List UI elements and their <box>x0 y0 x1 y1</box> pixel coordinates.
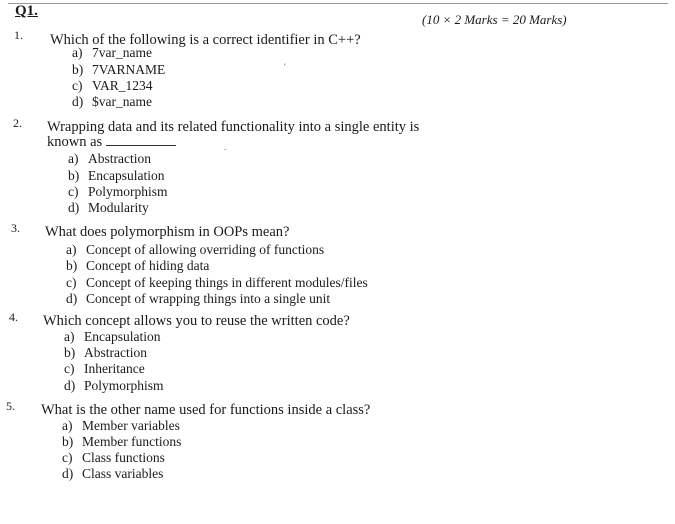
option-a: a) Abstraction <box>68 151 151 166</box>
option-b: b) Concept of hiding data <box>66 258 210 273</box>
question-text: What does polymorphism in OOPs mean? <box>45 224 290 240</box>
question-text-continued: known as <box>47 134 176 151</box>
question-text: Which of the following is a correct identifier in C++? <box>50 32 361 48</box>
option-d: d) $var_name <box>72 94 152 109</box>
top-rule <box>8 3 668 4</box>
option-b: b) Member functions <box>62 434 182 449</box>
option-c: c) VAR_1234 <box>72 78 153 93</box>
question-text: What is the other name used for functions inside a class? <box>41 402 371 418</box>
question-number: 1. <box>14 28 23 42</box>
option-d: d) Class variables <box>62 466 164 481</box>
option-b: b) Encapsulation <box>68 168 165 183</box>
scan-speck: . <box>224 142 227 152</box>
option-b: b) Abstraction <box>64 345 147 360</box>
option-b: b) 7VARNAME <box>72 62 166 77</box>
question-number: 3. <box>11 221 20 235</box>
option-c: c) Inheritance <box>64 361 145 376</box>
marks-allocation: (10 × 2 Marks = 20 Marks) <box>422 12 567 27</box>
option-d: d) Polymorphism <box>64 378 164 393</box>
option-a: a) Concept of allowing overriding of functions <box>66 242 325 257</box>
scan-speck: ' <box>284 62 286 72</box>
question-heading: Q1. <box>15 3 38 19</box>
option-c: c) Class functions <box>62 450 165 465</box>
question-number: 5. <box>6 399 15 413</box>
question-number: 2. <box>13 116 22 130</box>
option-d: d) Modularity <box>68 200 149 215</box>
question-text: Wrapping data and its related functionality into a single entity is <box>47 119 420 135</box>
question-number: 4. <box>9 310 18 324</box>
question-text: Which concept allows you to reuse the written code? <box>43 313 350 329</box>
option-a: a) 7var_name <box>72 45 152 60</box>
option-a: a) Member variables <box>62 418 180 433</box>
option-c: c) Polymorphism <box>68 184 168 199</box>
option-c: c) Concept of keeping things in different modules/files <box>66 275 368 290</box>
answer-blank <box>106 145 176 146</box>
option-d: d) Concept of wrapping things into a single unit <box>66 291 331 306</box>
option-a: a) Encapsulation <box>64 329 161 344</box>
